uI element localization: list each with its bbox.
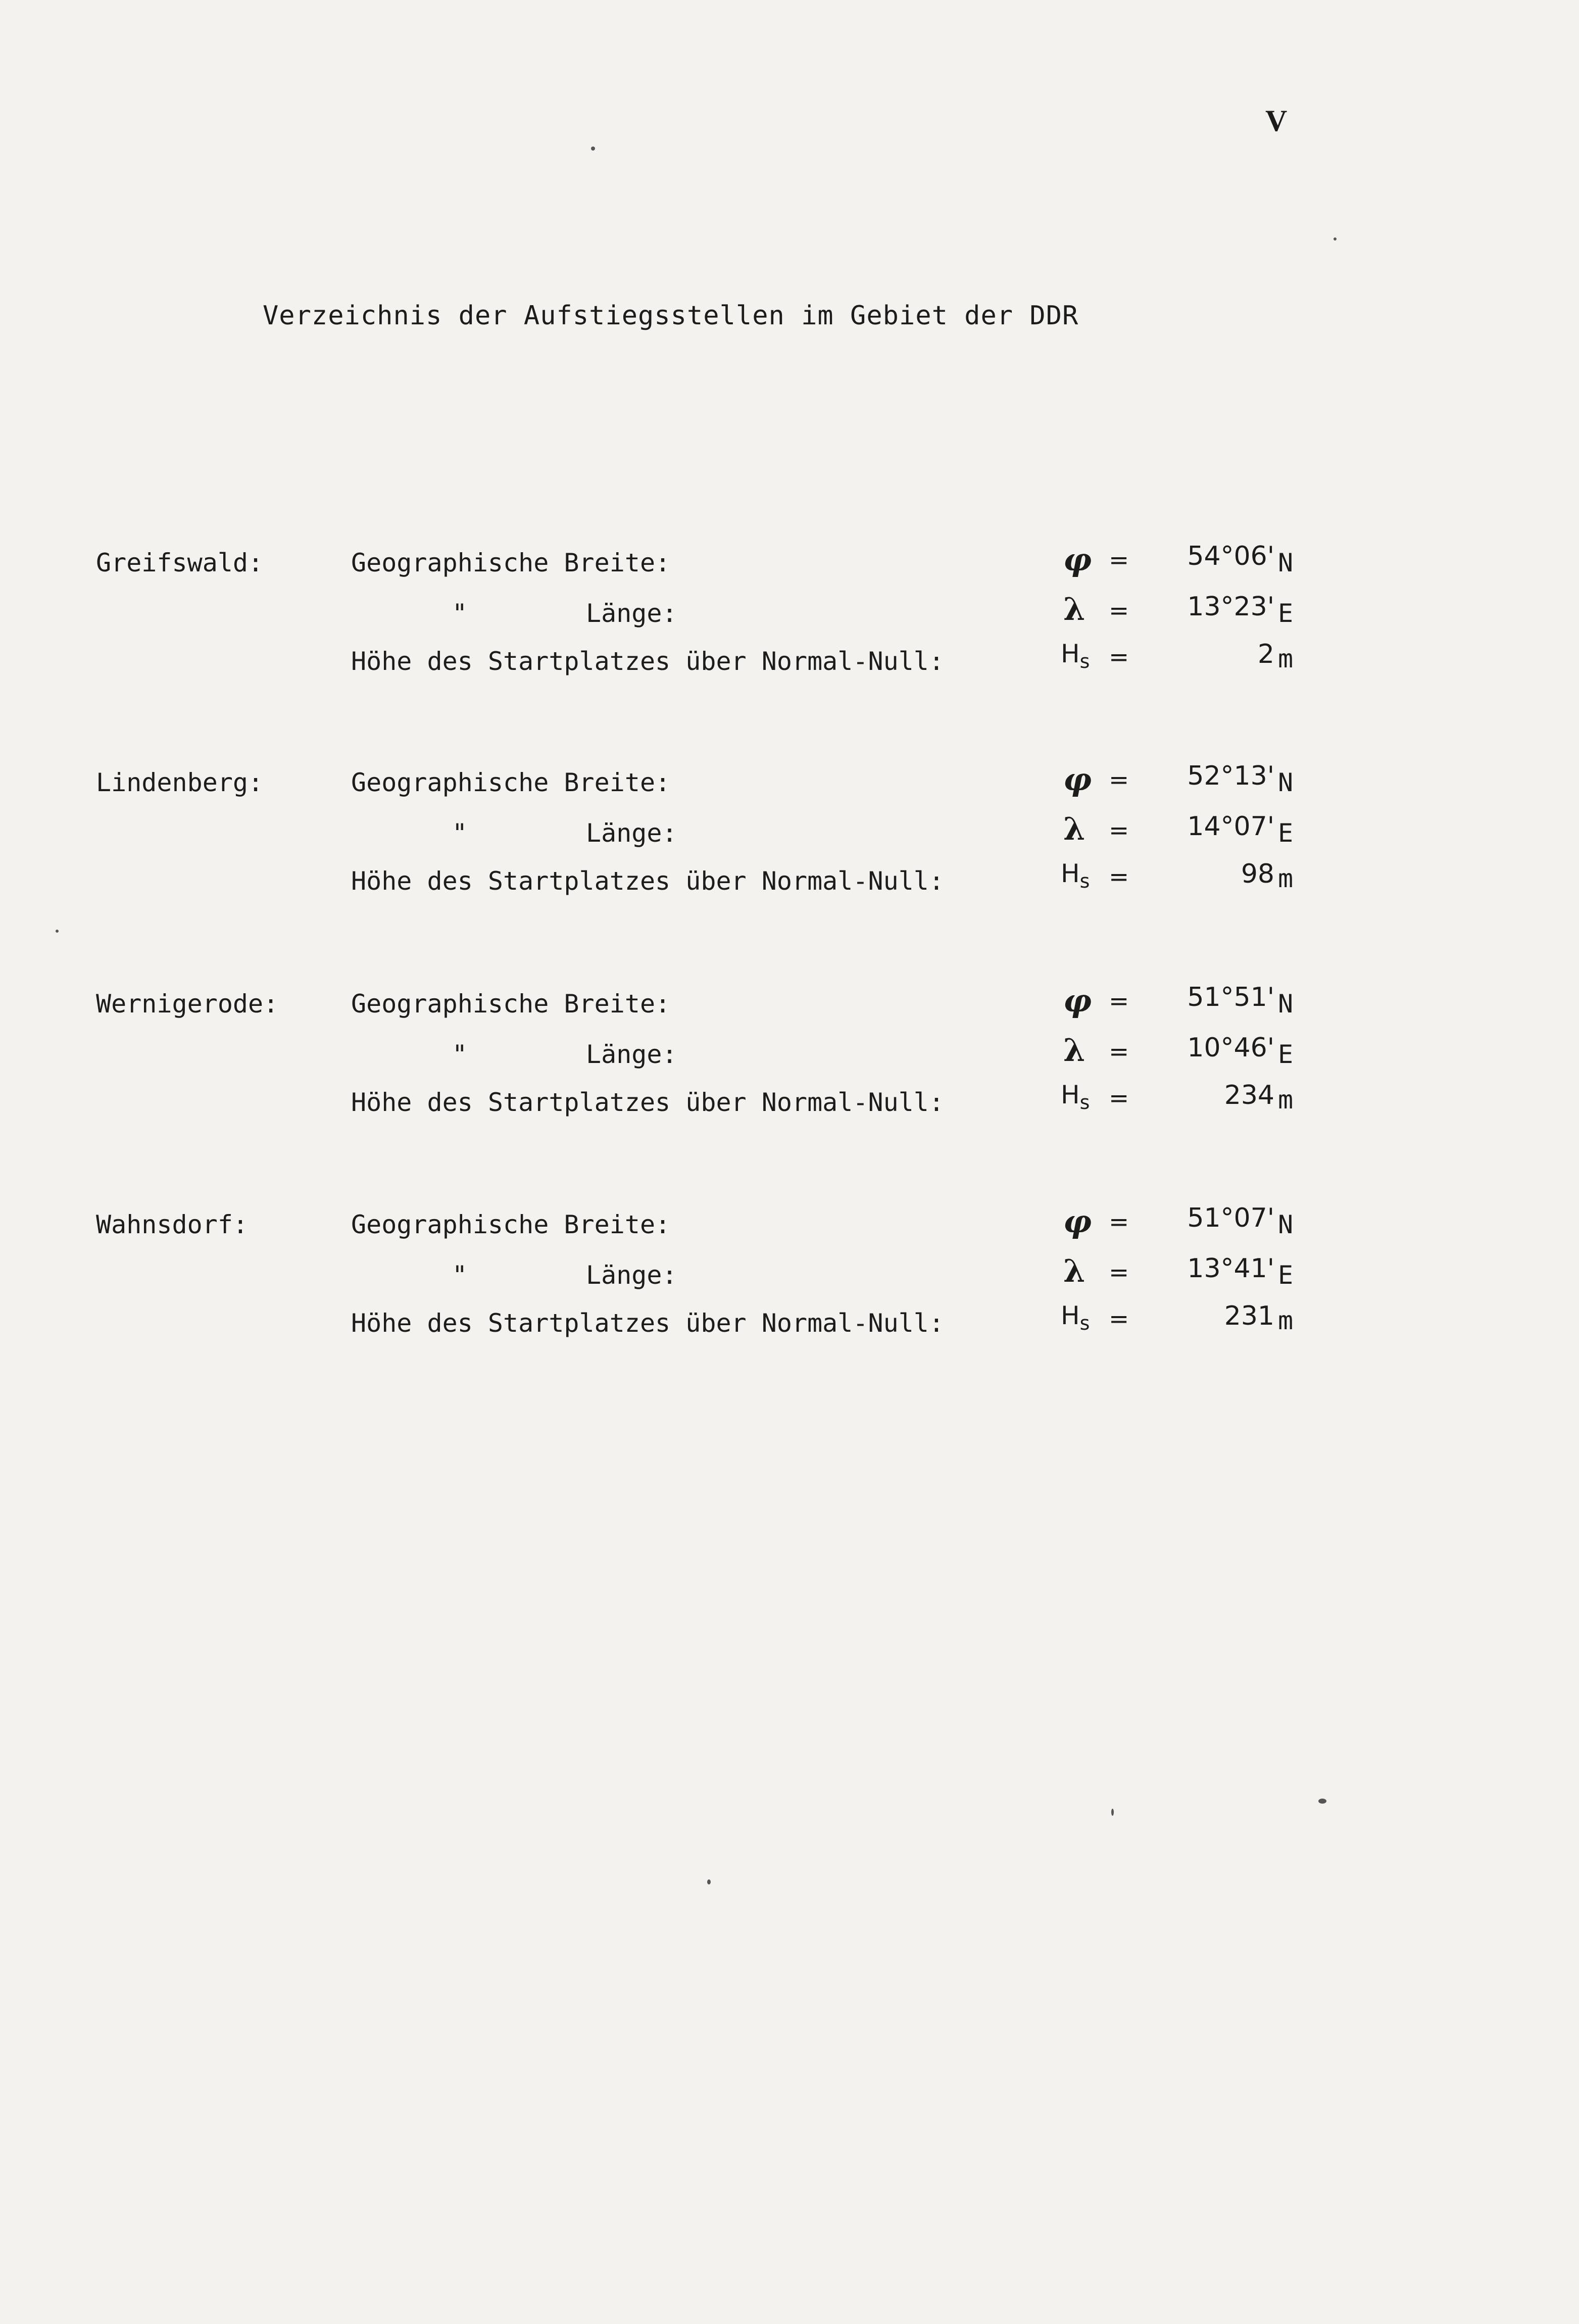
station-name: Wahnsdorf: [96,1210,249,1239]
h-symbol: $H_s$ [1061,639,1090,672]
elevation-value: 2 [1257,639,1274,669]
longitude-label: Länge: [586,599,677,628]
phi-symbol: φ [1063,761,1092,798]
longitude-label: Länge: [586,1040,677,1069]
station-name: Lindenberg: [96,768,264,797]
station-entry-lindenberg [0,761,1579,950]
elevation-label: Höhe des Startplatzes über Normal-Null: [351,866,944,896]
station-name: Wernigerode: [96,989,279,1019]
longitude-hemisphere: E [1278,599,1294,628]
elevation-unit: m [1278,644,1294,673]
longitude-value: 10°46' [1187,1033,1274,1063]
elevation-value: 231 [1224,1301,1274,1331]
equals-sign: = [1109,987,1129,1015]
elevation-unit: m [1278,1085,1294,1115]
lambda-symbol: λ [1063,1032,1085,1069]
elevation-unit: m [1278,1306,1294,1335]
equals-sign: = [1109,1084,1129,1112]
elevation-label: Höhe des Startplatzes über Normal-Null: [351,1088,944,1117]
longitude-value: 13°41' [1187,1253,1274,1284]
ditto-mark: " [452,1261,468,1290]
scan-speck [1111,1809,1114,1816]
latitude-label: Geographische Breite: [351,548,671,577]
equals-sign: = [1109,1208,1129,1236]
latitude-label: Geographische Breite: [351,989,671,1019]
phi-symbol: φ [1063,982,1092,1019]
h-symbol: $H_s$ [1061,859,1090,892]
elevation-label: Höhe des Startplatzes über Normal-Null: [351,647,944,676]
phi-symbol: φ [1063,541,1092,578]
scan-speck [591,147,595,151]
station-entry-wernigerode [0,982,1579,1171]
equals-sign: = [1109,1038,1129,1066]
station-entry-wahnsdorf [0,1203,1579,1392]
lambda-symbol: λ [1063,591,1085,627]
equals-sign: = [1109,1258,1129,1287]
equals-sign: = [1109,1305,1129,1333]
latitude-hemisphere: N [1278,548,1294,577]
equals-sign: = [1109,643,1129,671]
longitude-hemisphere: E [1278,818,1294,848]
scan-speck [56,930,59,933]
elevation-value: 98 [1241,859,1274,889]
ditto-mark: " [452,1040,468,1069]
longitude-label: Länge: [586,818,677,848]
longitude-hemisphere: E [1278,1040,1294,1069]
station-name: Greifswald: [96,548,264,577]
station-entry-greifswald [0,541,1579,730]
page-number: V [1265,104,1288,137]
equals-sign: = [1109,863,1129,891]
longitude-value: 14°07' [1187,811,1274,842]
scan-speck [1318,1799,1326,1804]
longitude-label: Länge: [586,1261,677,1290]
latitude-label: Geographische Breite: [351,1210,671,1239]
equals-sign: = [1109,766,1129,794]
ditto-mark: " [452,818,468,848]
elevation-unit: m [1278,864,1294,893]
elevation-value: 234 [1224,1080,1274,1110]
ditto-mark: " [452,599,468,628]
latitude-value: 51°51' [1187,982,1274,1012]
latitude-label: Geographische Breite: [351,768,671,797]
latitude-hemisphere: N [1278,989,1294,1019]
h-symbol: $H_s$ [1061,1301,1090,1334]
equals-sign: = [1109,546,1129,574]
longitude-value: 13°23' [1187,592,1274,622]
h-symbol: $H_s$ [1061,1080,1090,1113]
scan-speck [707,1879,711,1884]
latitude-value: 52°13' [1187,761,1274,791]
latitude-value: 54°06' [1187,541,1274,571]
latitude-hemisphere: N [1278,1210,1294,1239]
latitude-hemisphere: N [1278,768,1294,797]
lambda-symbol: λ [1063,810,1085,847]
latitude-value: 51°07' [1187,1203,1274,1233]
scan-speck [1334,237,1337,240]
longitude-hemisphere: E [1278,1261,1294,1290]
lambda-symbol: λ [1063,1252,1085,1289]
document-title: Verzeichnis der Aufstiegsstellen im Gebiet der DDR [263,301,1079,331]
equals-sign: = [1109,816,1129,845]
elevation-label: Höhe des Startplatzes über Normal-Null: [351,1309,944,1338]
equals-sign: = [1109,597,1129,625]
phi-symbol: φ [1063,1203,1092,1240]
